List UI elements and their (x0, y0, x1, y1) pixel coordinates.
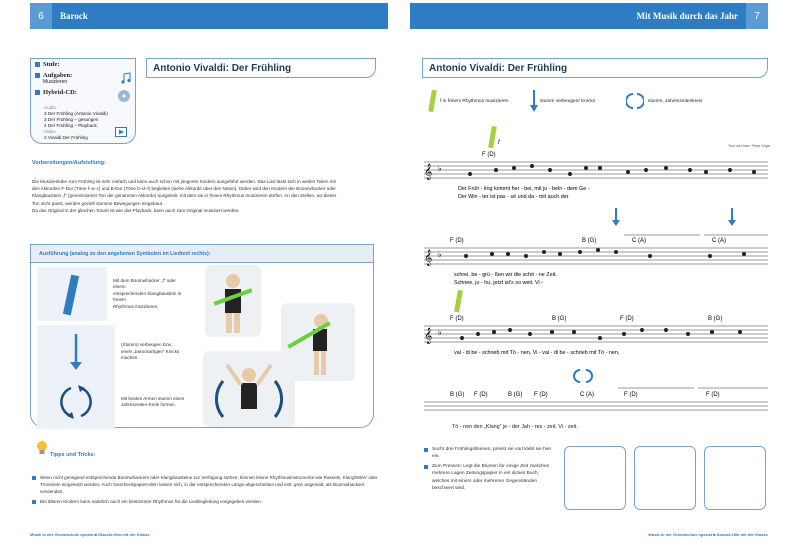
boomwhacker-f-icon (428, 90, 438, 112)
svg-text:f: f (76, 291, 79, 302)
cd-icon (117, 89, 131, 103)
panel-heading: Ausführung (analog zu den angebenen Symbolen im Liedtext rechts): (31, 245, 373, 263)
bullet-icon (35, 73, 40, 78)
sheet-music (410, 124, 780, 414)
svg-text:F (D): F (D) (474, 392, 488, 398)
svg-text:F (D): F (D) (450, 316, 464, 322)
cd-track: 3 Der Frühling – gesungen (44, 117, 99, 122)
svg-text:Schnee, ju - hu, jetzt: Schnee, ju - hu, jetzt ist's so weit. Vi - (454, 280, 544, 286)
tip-item (32, 474, 378, 496)
svg-text:schrei, be - grü - ßen: schrei, be - grü - ßen wir die schö - ne Zeit. (454, 272, 557, 278)
bullet-icon (35, 62, 40, 67)
right-header-bar (410, 3, 768, 29)
photo-child-boomwhacker (205, 265, 261, 337)
right-footer: Musik in der Grundschule spezial ■ Klassik-Hits mit der Klasse (648, 532, 768, 537)
prep-text (32, 178, 378, 214)
tips-heading: Tipps und Tricks: (50, 452, 96, 458)
row-text: Rhythmus musizieren. (113, 303, 159, 309)
svg-text:♭: ♭ (438, 250, 442, 259)
staff-system-4 (424, 370, 768, 410)
row-text: machen. (121, 355, 139, 361)
prep-line: Klangbaustein „f“ (gemeinsamer Ton der genannten Akkorde) ausgeteilt, mit dem sie in freiem Rhythmus musizieren dürfen. An den Stellen, wo dieser (32, 193, 337, 199)
lyrics-line: Der Früh - ling kommt her - bei, mit ju - beln - dem Ge - (458, 186, 590, 192)
lightbulb-icon (36, 440, 48, 456)
prep-line: Ton nicht passt, werden gezielt stumme Bewegungen eingebaut. (32, 200, 164, 206)
cd-label: Hybrid-CD: (43, 89, 77, 96)
staff-system-2 (424, 235, 768, 286)
row-text: einen „barockartigen“ Knicks (121, 348, 180, 354)
lyrics-line: Der Win - ter ist pas - sé und da - mit auch der (458, 194, 569, 200)
row-text: Mit dem Boomwhacker „f“ oder einem (113, 277, 176, 290)
legend-text: stumm verbeugen/ Knicks (540, 99, 596, 104)
left-header-bar (30, 3, 388, 29)
info-box (30, 58, 136, 144)
prep-line: Da das Original in der gleichen Tonart ist wie das Playback, kann auch zum Original musiziert werden. (32, 207, 240, 213)
left-footer: Musik in der Grundschule spezial ■ Klassik-Hits mit der Klasse (30, 532, 150, 537)
svg-text:C (A): C (A) (580, 392, 594, 398)
aufgaben-label: Aufgaben: (43, 72, 73, 79)
staff-system-1 (424, 126, 771, 200)
tip-text: Wenn nicht genügend entsprechende Boomwhackers oder Klangbausteine zur Verfügung stehen, können kleine Rhythmusinstrumente wie Rasseln, Klanghölzer oder Trommeln eingesetzt werden. Auch Geschenkpapierrollen lassen sich, in der entsprechenden Länge abgeschnitten und evtl. grün angemalt, als Boomwhackers verwenden. (40, 475, 378, 495)
task-list (424, 446, 554, 492)
svg-text:B (G): B (G) (582, 238, 597, 244)
down-arrow-icon (37, 325, 115, 379)
execution-panel (30, 244, 374, 428)
row-text: (Stumm) verbeugen bzw. (121, 342, 173, 348)
cd-track: 3 Der Frühling (Antonio Vivaldi) (44, 111, 108, 116)
prep-line: Die Musizierildee zum Frühling ist sehr einfach und kann auch schon mit jüngeren Kindern ausgeführt werden. Das Lied lässt sich in weiten Teilen mit (32, 179, 336, 184)
season-circle-icon (37, 375, 115, 429)
tips-list (32, 474, 378, 505)
svg-text:𝄞: 𝄞 (424, 163, 433, 179)
svg-text:B (G): B (G) (552, 316, 567, 322)
svg-text:♭: ♭ (438, 164, 442, 173)
svg-text:val - di be - schrieb mit T: val - di be - schrieb mit Tö - nen, Vi - val - di be - schrieb mit Tö - nen, (454, 350, 620, 356)
right-page-number: 7 (746, 3, 768, 29)
left-page-number: 6 (30, 3, 52, 29)
svg-text:B (G): B (G) (508, 392, 523, 398)
svg-text:C (A): C (A) (632, 238, 646, 244)
song-credit: Text und Idee: Petra Vögel (728, 144, 771, 148)
cd-track: 4 Der Frühling – Playback (44, 123, 97, 128)
flower-box-2[interactable] (634, 446, 696, 510)
tip-text: Bei älteren Kindern kann natürlich auch ein bestimmter Rhythmus für die Liedbegleitung vorgegeben werden. (40, 498, 262, 504)
video-icon (115, 127, 127, 137)
staff-system-3 (424, 290, 768, 356)
symbol-row (37, 267, 187, 321)
svg-text:B (G): B (G) (708, 316, 723, 322)
task-text: Zum Pressen: Legt die Blumen für einige Zeit zwischen mehrere Lagen Zeitungspapier in ein dickes Buch, welches mit einem oder mehreren Gegenständen beschwert wird. (432, 463, 550, 492)
svg-text:F (D): F (D) (534, 392, 548, 398)
symbol-row (37, 375, 187, 429)
flower-box-1[interactable] (564, 446, 626, 510)
music-note-icon (121, 72, 131, 84)
prep-heading: Vorbereitungen/Aufstellung: (32, 160, 106, 166)
svg-text:𝄞: 𝄞 (424, 249, 433, 265)
cd-audio-label: Audio (44, 105, 56, 110)
legend-text: stumm, Jahreszeitenkreis (648, 99, 703, 104)
photo-child-circle (203, 351, 295, 427)
down-arrow-icon (530, 90, 538, 112)
legend-text: f in freiem Rhythmus musizieren (440, 99, 509, 104)
svg-text:F (D): F (D) (624, 392, 638, 398)
task-item (424, 463, 554, 493)
svg-text:F (D): F (D) (620, 316, 634, 322)
task-text: Sucht drei Frühlingsblumen, presst sie und klebt sie hier ein. (432, 447, 552, 460)
flower-box-3[interactable] (704, 446, 766, 510)
lyrics-system-4: Tö - nen den „Klang“ je - der Jah - res - zeit. Vi - zeit. (452, 424, 578, 430)
row-text: Jahreszeiten-Kreis formen. (121, 402, 176, 407)
svg-text:♭: ♭ (438, 328, 442, 337)
left-header-title: Barock (60, 11, 88, 21)
legend (426, 90, 766, 114)
svg-text:F (D): F (D) (450, 238, 464, 244)
left-title: Antonio Vivaldi: Der Frühling (146, 58, 376, 78)
prep-line: den Akkorden F-Dur (Töne f–a–c) und B-Dur (Töne b–d–f) begleiten (siehe Akkorde über den Noten). Daher wird den Kindern der Boomwhacker oder (32, 186, 336, 192)
aufgaben-value: Musizieren (43, 79, 68, 85)
bullet-icon (35, 90, 40, 95)
season-circle-icon (626, 92, 644, 110)
tip-item (32, 498, 378, 505)
right-title: Antonio Vivaldi: Der Frühling (422, 58, 768, 78)
svg-text:𝄞: 𝄞 (424, 327, 433, 343)
right-header-title: Mit Musik durch das Jahr (636, 11, 738, 21)
svg-text:f: f (498, 140, 500, 146)
boomwhacker-f-icon (37, 267, 107, 321)
svg-text:B (G): B (G) (450, 392, 465, 398)
task-item (424, 446, 554, 461)
row-text: Mit beiden Armen stumm einen (121, 395, 185, 401)
cd-video-label: Video (44, 129, 56, 134)
chord-label: F (D) (482, 152, 496, 158)
svg-text:F (D): F (D) (706, 392, 720, 398)
symbol-row (37, 325, 187, 379)
svg-text:C (A): C (A) (712, 238, 726, 244)
video-track: 2 Vivaldi Der Frühling (44, 135, 88, 140)
row-text: entsprechenden Klangbaustein in freiem (113, 290, 182, 303)
stufe-label: Stufe: (43, 61, 60, 68)
